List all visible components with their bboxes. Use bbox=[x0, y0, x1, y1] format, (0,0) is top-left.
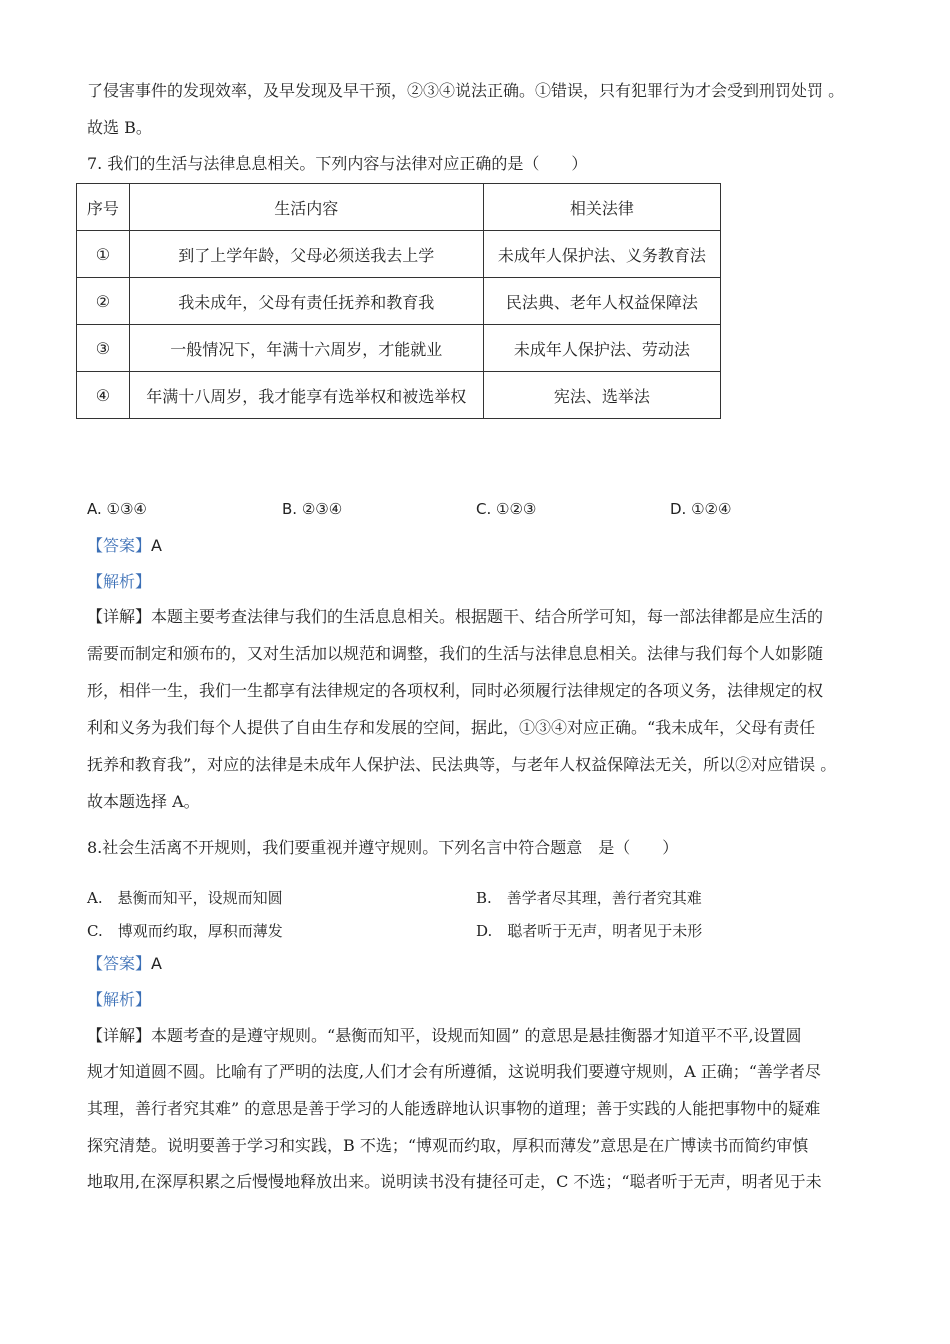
table-header-row bbox=[77, 184, 721, 231]
q7-detail-line: 故本题选择 A。 bbox=[87, 792, 200, 811]
row-number: ② bbox=[77, 278, 130, 325]
q7-option-a: A. ①③④ bbox=[87, 500, 147, 518]
row-number: ④ bbox=[77, 372, 130, 419]
q8-answer bbox=[87, 954, 162, 974]
header-life-content: 生活内容 bbox=[129, 184, 483, 231]
q7-detail-line: 形，相伴一生，我们一生都享有法律规定的各项权利，同时必须履行法律规定的各项义务，法律规定的权 bbox=[87, 681, 824, 700]
answer-value: A bbox=[151, 954, 162, 973]
row-life-content: 到了上学年龄，父母必须送我去上学 bbox=[129, 231, 483, 278]
answer-label: 【答案】 bbox=[87, 954, 152, 973]
table-row bbox=[77, 325, 721, 372]
header-number: 序号 bbox=[77, 184, 130, 231]
row-related-law: 民法典、老年人权益保障法 bbox=[483, 278, 720, 325]
answer-label: 【答案】 bbox=[87, 536, 152, 555]
q8-option-b: B. 善学者尽其理，善行者究其难 bbox=[476, 889, 702, 907]
q8-option-a: A. 悬衡而知平，设规而知圆 bbox=[87, 889, 283, 907]
q7-answer bbox=[87, 536, 162, 556]
q7-detail-line: 需要而制定和颁布的，又对生活加以规范和调整，我们的生活与法律息息相关。法律与我们每个人如影随 bbox=[87, 644, 824, 663]
q7-option-d: D. ①②④ bbox=[670, 500, 732, 518]
detail-text: 本题考查的是遵守规则。“悬衡而知平，设规而知圆” 的意思是悬挂衡器才知道平不平,设置圆 bbox=[151, 1026, 802, 1045]
q8-detail-line: 规才知道圆不圆。比喻有了严明的法度,人们才会有所遵循，这说明我们要遵守规则，A 正确；“善学者尽 bbox=[87, 1062, 821, 1081]
q7-detail-line bbox=[87, 607, 823, 627]
row-related-law: 宪法、选举法 bbox=[483, 372, 720, 419]
q8-detail-line bbox=[87, 1026, 802, 1046]
prev-answer-line-2: 故选 B。 bbox=[87, 118, 152, 137]
row-life-content: 我未成年，父母有责任抚养和教育我 bbox=[129, 278, 483, 325]
q7-stem: 7. 我们的生活与法律息息相关。下列内容与法律对应正确的是（ ） bbox=[87, 154, 588, 173]
table-row bbox=[77, 372, 721, 419]
q7-option-b: B. ②③④ bbox=[282, 500, 343, 518]
row-life-content: 一般情况下，年满十六周岁，才能就业 bbox=[129, 325, 483, 372]
row-number: ③ bbox=[77, 325, 130, 372]
q8-detail-line: 探究清楚。说明要善于学习和实践，B 不选；“博观而约取，厚积而薄发”意思是在广博读书而简约审慎 bbox=[87, 1136, 809, 1155]
table-row bbox=[77, 231, 721, 278]
q7-law-table bbox=[76, 183, 721, 419]
q8-option-d: D. 聪者听于无声，明者见于未形 bbox=[476, 922, 703, 940]
q7-detail-line: 抚养和教育我”，对应的法律是未成年人保护法、民法典等，与老年人权益保障法无关，所以②对应错误 。 bbox=[87, 755, 837, 774]
prev-answer-line-1: 了侵害事件的发现效率，及早发现及早干预，②③④说法正确。①错误，只有犯罪行为才会受到刑罚处罚 。 bbox=[87, 81, 845, 100]
q8-analysis-label: 【解析】 bbox=[87, 990, 152, 1009]
q7-detail-line: 利和义务为我们每个人提供了自由生存和发展的空间，据此，①③④对应正确。“我未成年，父母有责任 bbox=[87, 718, 816, 737]
q8-detail-line: 地取用,在深厚积累之后慢慢地释放出来。说明读书没有捷径可走，C 不选；“聪者听于无声，明者见于未 bbox=[87, 1172, 822, 1191]
q8-option-c: C. 博观而约取，厚积而薄发 bbox=[87, 922, 283, 940]
row-life-content: 年满十八周岁，我才能享有选举权和被选举权 bbox=[129, 372, 483, 419]
header-related-law: 相关法律 bbox=[483, 184, 720, 231]
row-related-law: 未成年人保护法、义务教育法 bbox=[483, 231, 720, 278]
answer-value: A bbox=[151, 536, 162, 555]
detail-text: 本题主要考查法律与我们的生活息息相关。根据题干、结合所学可知，每一部法律都是应生活的 bbox=[151, 607, 824, 626]
q7-option-c: C. ①②③ bbox=[476, 500, 537, 518]
table-row bbox=[77, 278, 721, 325]
detail-label: 【详解】 bbox=[87, 607, 152, 626]
q8-detail-line: 其理，善行者究其难” 的意思是善于学习的人能透辟地认识事物的道理；善于实践的人能把事物中的疑难 bbox=[87, 1099, 821, 1118]
row-related-law: 未成年人保护法、劳动法 bbox=[483, 325, 720, 372]
q7-analysis-label: 【解析】 bbox=[87, 572, 152, 591]
q8-stem: 8.社会生活离不开规则，我们要重视并遵守规则。下列名言中符合题意 是（ ） bbox=[87, 838, 679, 857]
detail-label: 【详解】 bbox=[87, 1026, 152, 1045]
row-number: ① bbox=[77, 231, 130, 278]
